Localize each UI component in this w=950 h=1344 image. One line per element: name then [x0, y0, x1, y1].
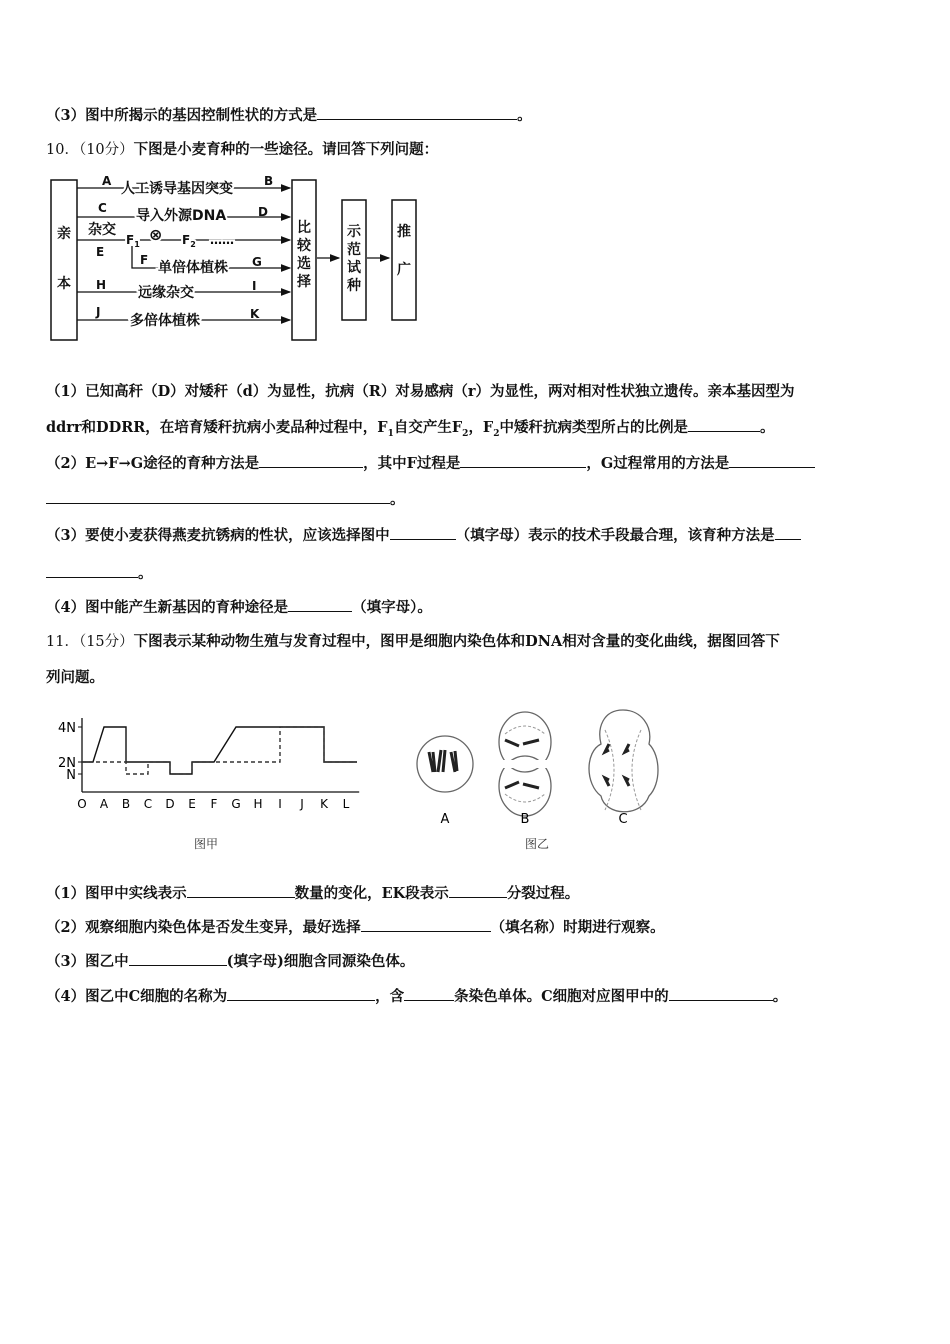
q10-p2-end: 。: [390, 491, 405, 508]
question-stem: 下图是小麦育种的一些途径。请回答下列问题：: [133, 141, 439, 158]
q11-p2-text: （2）观察细胞内染色体是否发生变异，最好选择: [46, 919, 361, 936]
answer-blank[interactable]: [775, 525, 801, 540]
q10-p1-end: 。: [760, 419, 775, 436]
q9-p3-num: （3）: [46, 107, 86, 124]
x-tick-label: I: [278, 797, 282, 811]
q11-p3-text: （3）图乙中: [46, 953, 129, 970]
route-text-distant: 远缘杂交: [138, 285, 194, 301]
cell-label-a: A: [440, 812, 450, 827]
q11-part2: [46, 916, 665, 937]
route-label-j: J: [96, 305, 101, 319]
route-label-d: D: [258, 205, 268, 219]
question-stem: 下图表示某种动物生殖与发育过程中，图甲是细胞内染色体和DNA相对含量的变化曲线，据图回答下: [133, 633, 780, 650]
answer-blank[interactable]: [46, 489, 390, 504]
subscript: 1: [387, 428, 394, 439]
answer-blank[interactable]: [46, 563, 138, 578]
question-number: 11．: [46, 634, 79, 650]
answer-blank[interactable]: [129, 951, 227, 966]
q11-p4-text: （4）图乙中C细胞的名称为: [46, 988, 228, 1005]
q10-p1-text: 自交产生F: [393, 419, 463, 436]
x-tick-label: G: [231, 797, 241, 811]
compare-text: 比: [297, 220, 311, 236]
answer-blank[interactable]: [729, 453, 815, 468]
figure-caption: 图乙: [525, 837, 550, 851]
q10-p1-text: 中矮秆抗病类型所占的比例是: [499, 419, 688, 436]
answer-blank[interactable]: [187, 883, 295, 898]
answer-blank[interactable]: [669, 986, 773, 1001]
route-label-g: G: [252, 255, 262, 269]
q10-part1-line1: [46, 380, 795, 401]
route-text-haploid: 单倍体植株: [158, 260, 228, 276]
q10-p2-text: ，其中F过程是: [363, 455, 461, 472]
answer-blank[interactable]: [227, 986, 375, 1001]
subscript: 2: [462, 428, 469, 439]
x-tick-label: C: [143, 797, 153, 811]
q11-stem-line1: [46, 630, 780, 651]
q11-p1-text: （1）图甲中实线表示: [46, 885, 187, 902]
answer-blank[interactable]: [460, 453, 586, 468]
x-tick-label: L: [342, 797, 350, 811]
q11-p4-end: 。: [772, 988, 788, 1005]
x-tick-label: F: [210, 797, 218, 811]
demo-text: 示: [347, 224, 361, 240]
x-tick-label: J: [300, 797, 304, 811]
q11-p1-text: 分裂过程。: [506, 885, 580, 902]
route-label-f: F: [140, 253, 149, 267]
route-label-e: E: [96, 245, 105, 259]
q10-p1-text: （1）已知高秆（D）对矮秆（d）为显性，抗病（R）对易感病（r）为显性，两对相对性状独立遗传。亲本基因型为: [46, 383, 795, 400]
answer-blank[interactable]: [317, 105, 517, 120]
q9-part3: [46, 104, 532, 125]
route-text-mutation: 人工诱导基因突变: [121, 181, 233, 197]
chart-caption: 图甲: [194, 837, 219, 851]
q10-p3-text: （填字母）表示的技术手段最合理，该育种方法是: [455, 527, 775, 544]
self-cross-icon: ⊗: [149, 225, 163, 244]
q10-p1-text: ddrr和DDRR，在培育矮秆抗病小麦品种过程中，F: [46, 419, 388, 436]
q10-part1-line2: [46, 416, 775, 439]
chromosome-dna-chart: [50, 712, 390, 822]
route-label-k: K: [250, 307, 260, 321]
q10-part2-line2: [46, 488, 405, 509]
q11-p2-text: （填名称）时期进行观察。: [490, 919, 665, 936]
answer-blank[interactable]: [404, 986, 454, 1001]
q9-p3-end: 。: [517, 107, 532, 124]
answer-blank[interactable]: [390, 525, 456, 540]
cell-figures: [405, 700, 665, 830]
promote-text: 推: [397, 224, 411, 240]
q10-p2-text: ，G过程常用的方法是: [586, 455, 730, 472]
q10-p2-text: （2）E→F→G途径的育种方法是: [46, 455, 260, 472]
x-tick-label: A: [99, 797, 109, 811]
question-stem: 列问题。: [46, 669, 104, 686]
series-dashed: [82, 727, 357, 774]
q10-part3-line2: [46, 562, 153, 583]
q10-part2-line1: [46, 452, 815, 473]
answer-blank[interactable]: [688, 417, 760, 432]
q10-stem: [46, 138, 438, 159]
route-label-b: B: [264, 174, 274, 188]
compare-text: 择: [297, 274, 311, 290]
breeding-diagram: [46, 170, 426, 345]
cell-a: [417, 736, 473, 792]
x-tick-label: E: [188, 797, 196, 811]
q11-p4-text: ，含: [375, 988, 405, 1005]
x-tick-label: B: [121, 797, 131, 811]
answer-blank[interactable]: [449, 883, 507, 898]
cell-label-b: B: [520, 812, 530, 827]
series-solid: [82, 727, 357, 774]
q10-p3-end: 。: [138, 565, 153, 582]
x-tick-label: D: [165, 797, 175, 811]
q11-part3: [46, 950, 414, 971]
cell-b: [499, 712, 551, 816]
demo-text: 试: [347, 260, 361, 276]
demo-text: 范: [347, 242, 361, 258]
answer-blank[interactable]: [288, 597, 352, 612]
q11-p3-text: (填字母)细胞含同源染色体。: [226, 953, 415, 970]
route-text-cross: 杂交: [88, 222, 116, 238]
y-tick-label: 4N: [58, 721, 76, 736]
route-text-dna: 导入外源DNA: [136, 208, 227, 224]
route-dots: ……: [210, 233, 234, 247]
x-tick-label: K: [320, 797, 328, 811]
subscript: 2: [493, 428, 500, 439]
q10-p4-text: （填字母）。: [352, 599, 432, 616]
x-tick-label: H: [253, 797, 263, 811]
cell-label-c: C: [618, 812, 628, 827]
q10-p4-text: （4）图中能产生新基因的育种途径是: [46, 599, 289, 616]
q11-p4-text: 条染色单体。C细胞对应图甲中的: [454, 988, 669, 1005]
q9-p3-text: 图中所揭示的基因控制性状的方式是: [85, 107, 318, 124]
q10-part3-line1: [46, 524, 801, 545]
y-tick-label: N: [66, 768, 76, 783]
parent-text-2: 本: [57, 276, 71, 292]
promote-box: [392, 200, 416, 320]
route-label-h: H: [96, 278, 107, 292]
parent-box: [51, 180, 77, 340]
compare-text: 较: [297, 238, 311, 254]
route-text-polyploid: 多倍体植株: [130, 313, 200, 329]
x-tick-label: O: [77, 797, 87, 811]
compare-text: 选: [297, 256, 311, 272]
promote-text: 广: [397, 262, 411, 278]
parent-text-1: 亲: [57, 226, 71, 242]
q11-part1: [46, 882, 579, 903]
question-number: 10．: [46, 142, 79, 158]
q10-p1-text: ，F: [468, 419, 494, 436]
q11-stem-line2: [46, 666, 104, 687]
route-label-i: I: [252, 279, 257, 293]
cell-c: [589, 710, 658, 812]
q10-p3-text: （3）要使小麦获得燕麦抗锈病的性状，应该选择图中: [46, 527, 390, 544]
demo-text: 种: [347, 278, 361, 294]
f1-label: $F_1$: [126, 233, 140, 249]
route-label-a: A: [102, 174, 112, 188]
question-score: （15分）: [78, 634, 134, 650]
q10-part4: [46, 596, 432, 617]
route-label-c: C: [98, 201, 107, 215]
question-score: （10分）: [78, 142, 134, 158]
answer-blank[interactable]: [259, 453, 363, 468]
f2-label: $F_2$: [182, 233, 196, 249]
q11-p1-text: 数量的变化，EK段表示: [294, 885, 449, 902]
y-tick-label: 2N: [58, 756, 76, 771]
q11-part4: [46, 985, 787, 1006]
answer-blank[interactable]: [361, 917, 491, 932]
